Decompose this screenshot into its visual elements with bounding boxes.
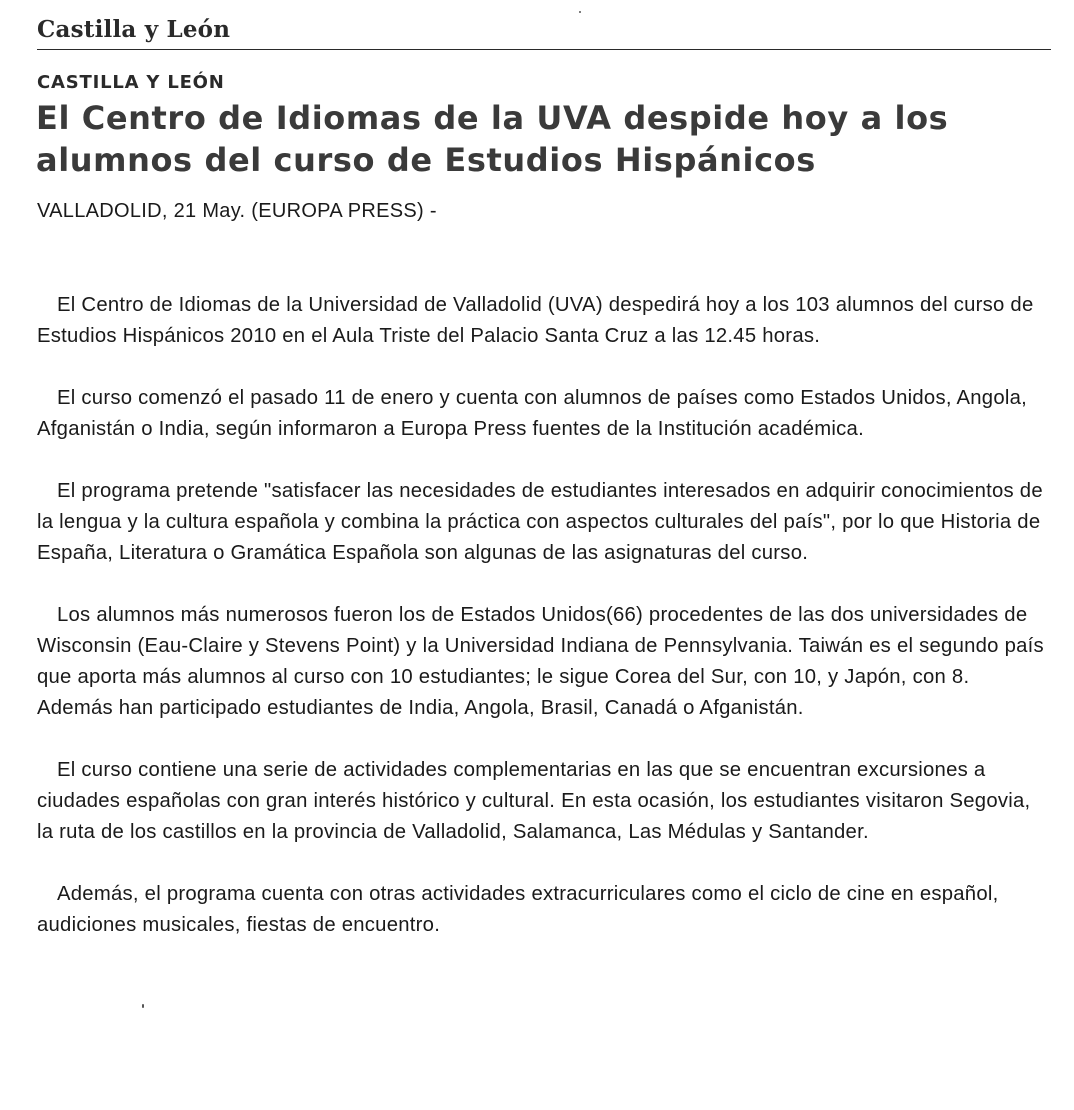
article-body: [37, 290, 1049, 972]
scan-speck: [142, 1004, 144, 1008]
article-paragraph: El programa pretende "satisfacer las necesidades de estudiantes interesados en adquirir conocimientos de la lengua y la cultura española y combina la práctica con aspectos culturales del país", por lo que Historia de España, Literatura o Gramática Española son algunas de las asignaturas del curso.: [37, 480, 1043, 564]
article-paragraph: Los alumnos más numerosos fueron los de Estados Unidos(66) procedentes de las dos universidades de Wisconsin (Eau-Claire y Stevens Point) y la Universidad Indiana de Pennsylvania. Taiwán es el segundo país que aporta más alumnos al curso con 10 estudiantes; le sigue Corea del Sur, con 10, y Japón, con 8. Además han participado estudiantes de India, Angola, Brasil, Canadá o Afganistán.: [37, 604, 1044, 719]
article-paragraph: El Centro de Idiomas de la Universidad de Valladolid (UVA) despedirá hoy a los 103 alumnos del curso de Estudios Hispánicos 2010 en el Aula Triste del Palacio Santa Cruz a las 12.45 horas.: [37, 294, 1034, 347]
article-paragraph: El curso comenzó el pasado 11 de enero y cuenta con alumnos de países como Estados Unidos, Angola, Afganistán o India, según informaron a Europa Press fuentes de la Institución académica.: [37, 387, 1028, 440]
section-divider: [37, 49, 1051, 50]
article-paragraph: Además, el programa cuenta con otras actividades extracurriculares como el ciclo de cine en español, audiciones musicales, fiestas de encuentro.: [37, 883, 999, 936]
article-headline: El Centro de Idiomas de la UVA despide hoy a los alumnos del curso de Estudios Hispánicos: [36, 99, 949, 179]
article-paragraph: El curso contiene una serie de actividades complementarias en las que se encuentran excursiones a ciudades españolas con gran interés histórico y cultural. En esta ocasión, los estudiantes visitaron Segovia, la ruta de los castillos en la provincia de Valladolid, Salamanca, Las Médulas y Santander.: [37, 759, 1031, 843]
scan-speck: [579, 11, 581, 13]
article-byline: VALLADOLID, 21 May. (EUROPA PRESS) -: [37, 200, 437, 222]
article-kicker: CASTILLA Y LEÓN: [37, 72, 225, 93]
section-header: Castilla y León: [37, 16, 231, 43]
